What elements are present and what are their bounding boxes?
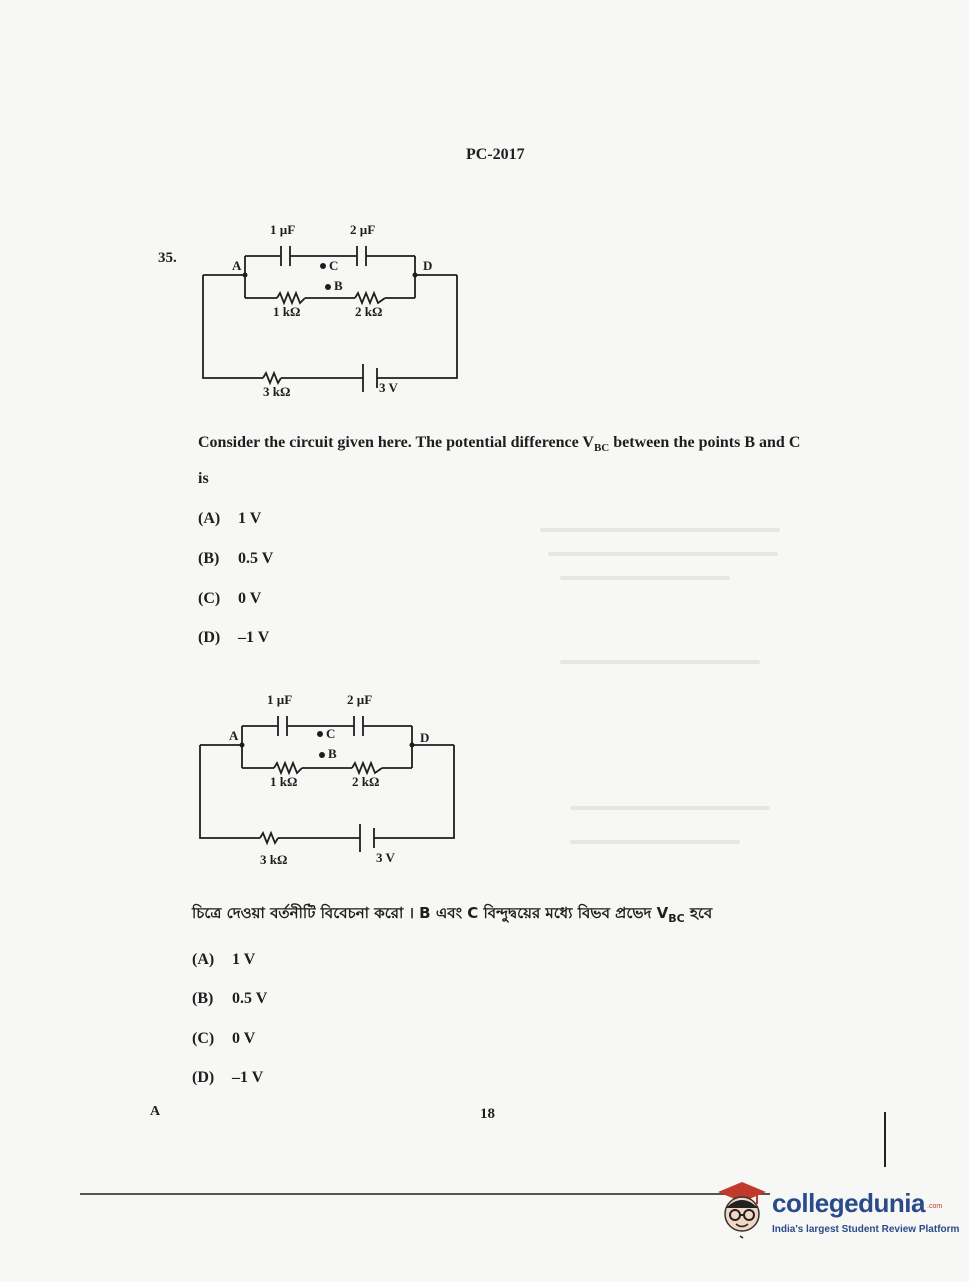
option-label: (C) (192, 1030, 215, 1047)
collegedunia-mascot-icon (712, 1178, 770, 1240)
option-text: 0.5 V (238, 550, 274, 567)
brand-name: collegedunia (772, 1188, 925, 1218)
node-d-label: D (423, 258, 433, 273)
option-label: (D) (192, 1069, 215, 1086)
bleed-through-mark (570, 806, 770, 810)
option-b-english[interactable] (198, 550, 273, 568)
resistor-1k-label: 1 kΩ (270, 774, 298, 789)
option-text: –1 V (232, 1069, 264, 1086)
option-text: 1 V (238, 510, 262, 527)
capacitor-2uf-label: 2 µF (350, 222, 376, 237)
circuit-diagram-english (195, 218, 465, 403)
option-d-bengali[interactable] (192, 1069, 263, 1087)
page-number: 18 (480, 1106, 495, 1122)
node-c-label: C (329, 258, 339, 273)
capacitor-2uf-label: 2 µF (347, 692, 373, 707)
option-label: (A) (192, 951, 215, 968)
resistor-1k-label: 1 kΩ (273, 304, 301, 319)
capacitor-1uf-label: 1 µF (267, 692, 293, 707)
node-b-label: B (334, 278, 343, 293)
resistor-2k-label: 2 kΩ (355, 304, 383, 319)
option-c-english[interactable] (198, 590, 261, 608)
question-text-english (198, 434, 838, 457)
edge-mark (884, 1112, 886, 1167)
bleed-through-mark (560, 576, 730, 580)
bleed-through-mark (570, 840, 740, 844)
option-a-bengali[interactable] (192, 951, 255, 969)
question-text-end: between the points B and C (609, 434, 801, 451)
node-b-label: B (328, 746, 337, 761)
node-d-label: D (420, 730, 430, 745)
option-d-english[interactable] (198, 629, 269, 647)
bottom-rule (80, 1193, 770, 1195)
option-text: 1 V (232, 951, 256, 968)
option-label: (B) (198, 550, 220, 567)
option-text: –1 V (238, 629, 270, 646)
option-label: (A) (198, 510, 221, 527)
booklet-set-label: A (150, 1104, 161, 1119)
exam-code-header: PC-2017 (466, 146, 525, 163)
resistor-2k-label: 2 kΩ (352, 774, 380, 789)
brand-suffix: .com (927, 1203, 943, 1210)
option-label: (C) (198, 590, 221, 607)
node-c-label: C (326, 726, 336, 741)
capacitor-1uf-label: 1 µF (270, 222, 296, 237)
option-c-bengali[interactable] (192, 1030, 255, 1048)
option-label: (B) (192, 990, 214, 1007)
question-subscript: BC (668, 912, 685, 925)
question-text-start: চিত্রে দেওয়া বর্তনীটি বিবেচনা করো । B এবং C বিন্দুদ্বয়ের মধ্যে বিভব প্রভেদ V (192, 904, 669, 922)
question-text-bengali (192, 902, 752, 927)
option-text: 0 V (232, 1030, 256, 1047)
bleed-through-mark (548, 552, 778, 556)
circuit-diagram-bengali (192, 688, 462, 873)
question-subscript: BC (593, 442, 610, 455)
resistor-3k-label: 3 kΩ (263, 384, 291, 399)
resistor-3k-label: 3 kΩ (260, 852, 288, 867)
option-a-english[interactable] (198, 510, 261, 528)
node-a-label: A (232, 258, 242, 273)
question-number: 35. (158, 250, 177, 266)
question-text-end: হবে (684, 904, 713, 922)
option-text: 0 V (238, 590, 262, 607)
battery-label: 3 V (376, 850, 395, 865)
question-text-start: Consider the circuit given here. The potential difference V (198, 434, 594, 451)
bleed-through-mark (560, 660, 760, 664)
option-label: (D) (198, 629, 221, 646)
option-text: 0.5 V (232, 990, 268, 1007)
bleed-through-mark (540, 528, 780, 532)
battery-label: 3 V (379, 380, 398, 395)
option-b-bengali[interactable] (192, 990, 267, 1008)
question-text-continuation: is (198, 470, 209, 487)
brand-tagline: India's largest Student Review Platform (772, 1224, 960, 1235)
node-a-label: A (229, 728, 239, 743)
